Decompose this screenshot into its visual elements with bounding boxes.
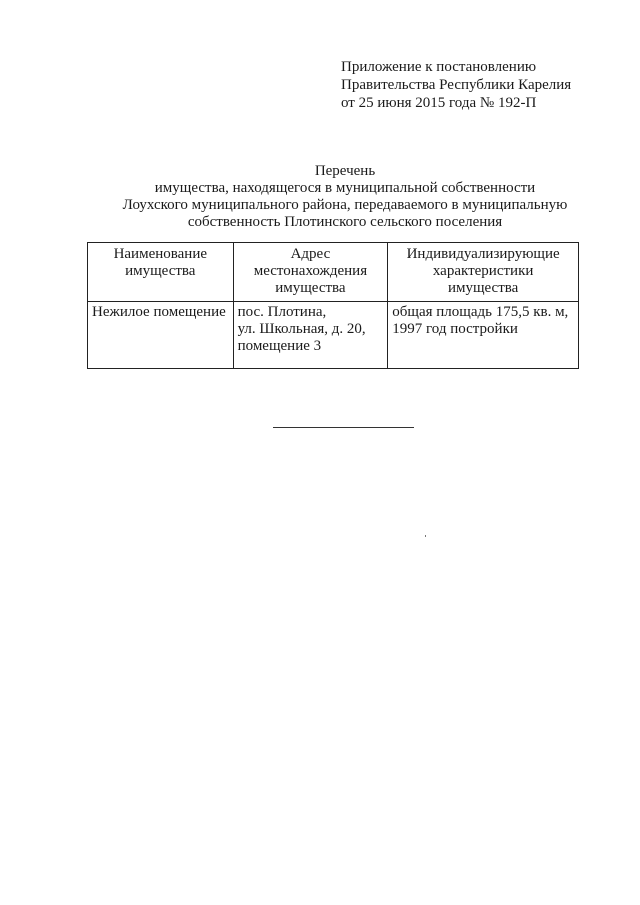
closing-rule — [273, 427, 414, 428]
property-table — [87, 242, 579, 369]
cell-characteristics — [388, 302, 579, 369]
cell-address — [233, 302, 388, 369]
header-text: имущества — [125, 263, 196, 279]
appendix-line: Правительства Республики Карелия — [341, 77, 572, 93]
cell-text: пос. Плотина, — [237, 304, 327, 320]
cell-text: общая площадь 175,5 кв. м, — [392, 304, 569, 320]
title-line: имущества, находящегося в муниципальной собственности — [154, 180, 536, 196]
header-text: имущества — [275, 280, 346, 296]
title-line: собственность Плотинского сельского поселения — [187, 214, 503, 230]
header-text: Адрес — [290, 246, 331, 262]
cell-name — [88, 302, 234, 369]
document-title — [80, 163, 610, 231]
scan-speck — [425, 535, 426, 537]
appendix-header — [341, 58, 571, 112]
header-address — [233, 243, 388, 302]
header-text: характеристики — [432, 263, 534, 279]
title-line: Лоухского муниципального района, передаваемого в муниципальную — [122, 197, 568, 213]
table-header-row — [88, 243, 579, 302]
cell-text: ул. Школьная, д. 20, — [237, 321, 366, 337]
table-row — [88, 302, 579, 369]
header-text: местонахождения — [253, 263, 368, 279]
title-line: Перечень — [314, 163, 376, 179]
header-characteristics — [388, 243, 579, 302]
cell-text: помещение 3 — [237, 338, 322, 354]
header-text: Индивидуализирующие — [406, 246, 560, 262]
appendix-line: от 25 июня 2015 года № 192-П — [341, 95, 537, 111]
cell-text: Нежилое помещение — [92, 304, 226, 320]
appendix-line: Приложение к постановлению — [341, 59, 537, 75]
header-text: имущества — [447, 280, 519, 296]
cell-text: 1997 год постройки — [392, 321, 518, 337]
header-name — [88, 243, 234, 302]
header-text: Наименование — [113, 246, 208, 262]
